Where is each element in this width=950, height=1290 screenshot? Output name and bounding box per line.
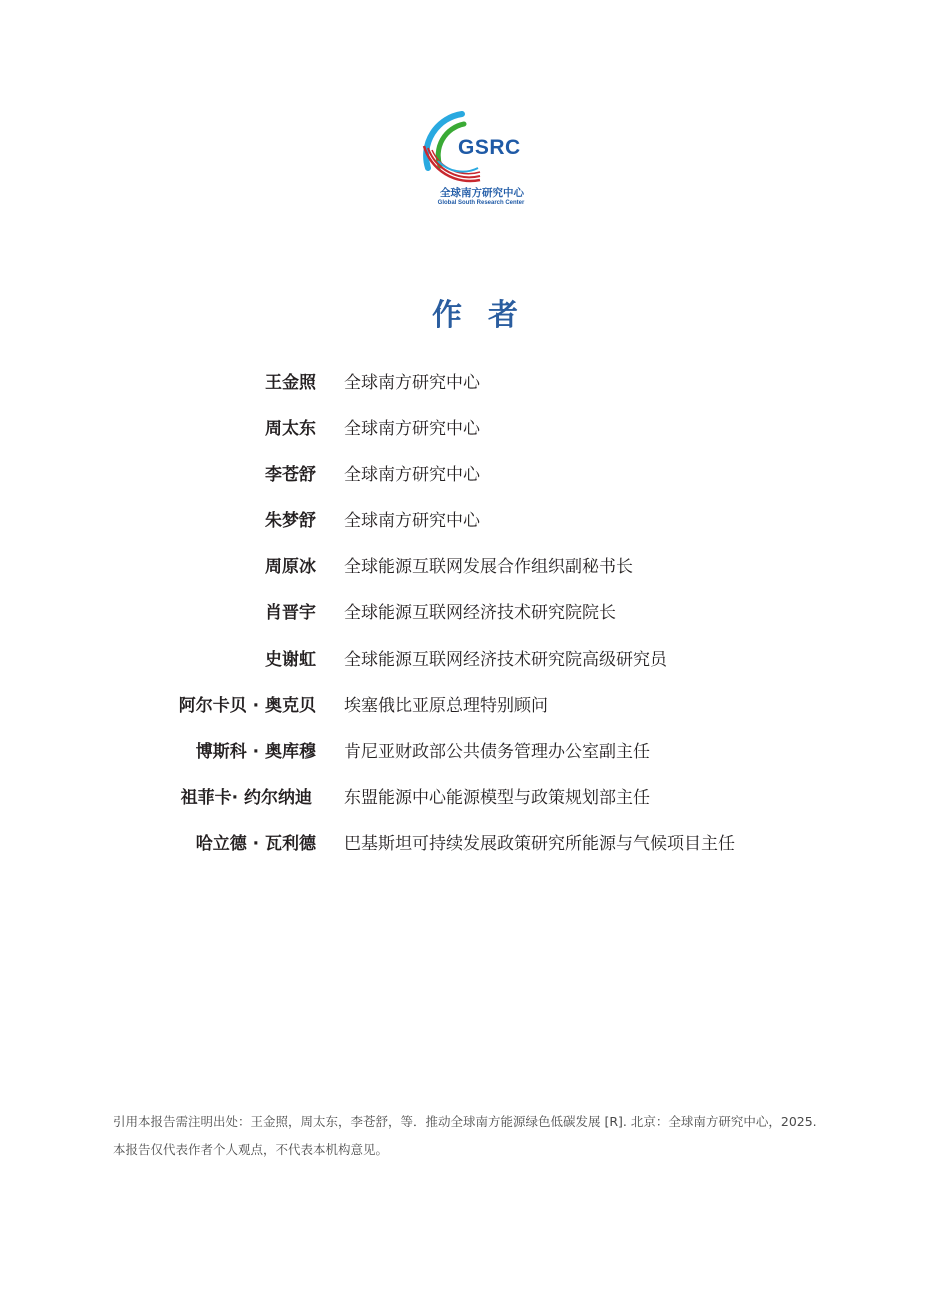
author-row: [0, 598, 950, 624]
author-row: [0, 414, 950, 440]
page-title: 作者: [432, 298, 544, 333]
author-name: 博斯科 · 奥库穆: [195, 742, 316, 762]
author-row: [0, 645, 950, 671]
author-affiliation: 埃塞俄比亚原总理特别顾问: [344, 696, 548, 716]
author-name: 哈立德 · 瓦利德: [195, 834, 316, 854]
author-affiliation: 肯尼亚财政部公共债务管理办公室副主任: [344, 742, 650, 762]
author-affiliation: 全球能源互联网经济技术研究院院长: [344, 603, 616, 623]
citation-note: 引用本报告需注明出处：王金照，周太东，李苍舒，等．推动全球南方能源绿色低碳发展 [R]. 北京：全球南方研究中心，2025.: [113, 1114, 817, 1129]
logo-name-cn: 全球南方研究中心: [440, 187, 524, 199]
author-affiliation: 巴基斯坦可持续发展政策研究所能源与气候项目主任: [344, 834, 735, 854]
author-row: [0, 460, 950, 486]
author-name: 祖菲卡· 约尔纳迪: [180, 788, 312, 808]
gsrc-logo: [418, 106, 533, 214]
author-name: 周原冰: [265, 557, 316, 577]
author-row: [0, 691, 950, 717]
author-name: 朱梦舒: [265, 511, 316, 531]
author-name: 周太东: [265, 419, 316, 439]
author-name: 李苍舒: [265, 465, 316, 485]
disclaimer-note: 本报告仅代表作者个人观点，不代表本机构意见。: [113, 1142, 389, 1157]
author-affiliation: 全球南方研究中心: [344, 465, 480, 485]
footer-notes: [113, 1112, 843, 1168]
author-row: [0, 552, 950, 578]
author-affiliation: 全球能源互联网发展合作组织副秘书长: [344, 557, 633, 577]
author-name: 肖晋宇: [265, 603, 316, 623]
author-row: [0, 506, 950, 532]
author-affiliation: 全球南方研究中心: [344, 419, 480, 439]
author-affiliation: 东盟能源中心能源模型与政策规划部主任: [344, 788, 650, 808]
logo-name-en: Global South Research Center: [437, 200, 525, 206]
logo-mark: GSRC: [458, 136, 521, 159]
author-row: [0, 829, 950, 855]
author-affiliation: 全球南方研究中心: [344, 373, 480, 393]
author-row: [0, 737, 950, 763]
author-name: 史谢虹: [265, 650, 316, 670]
author-row: [0, 783, 950, 809]
author-affiliation: 全球南方研究中心: [344, 511, 480, 531]
author-affiliation: 全球能源互联网经济技术研究院高级研究员: [344, 650, 667, 670]
author-name: 阿尔卡贝 · 奥克贝: [178, 696, 316, 716]
author-row: [0, 368, 950, 394]
author-name: 王金照: [265, 373, 316, 393]
